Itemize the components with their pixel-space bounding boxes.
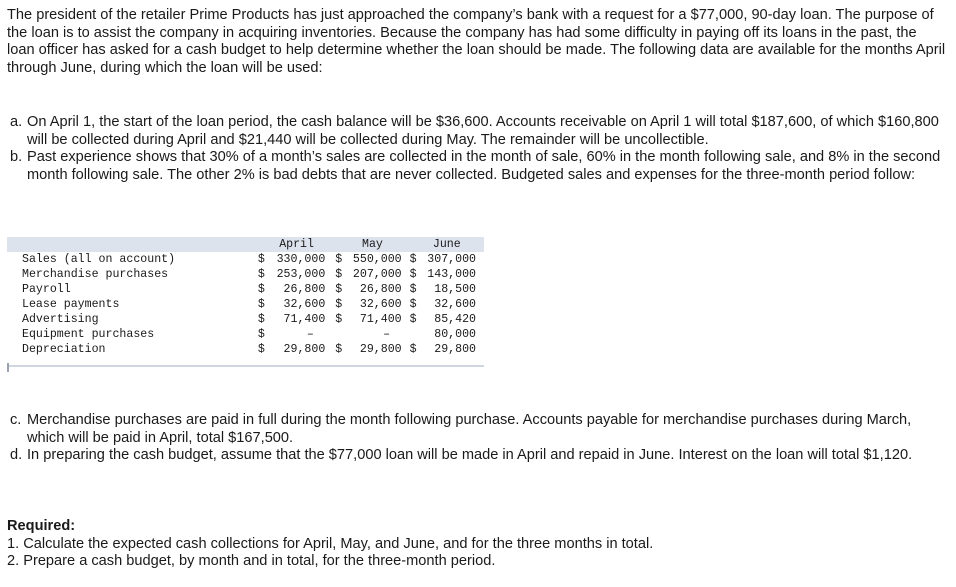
currency-symbol: $ xyxy=(257,268,265,281)
cell-value: 29,800 xyxy=(283,343,326,356)
cell-april xyxy=(258,342,335,357)
cell-april xyxy=(258,252,335,267)
cell-april xyxy=(258,267,335,282)
cell-april xyxy=(258,297,335,312)
row-label: Merchandise purchases xyxy=(22,268,169,281)
cell-june xyxy=(410,297,484,312)
cell-value: – xyxy=(306,328,314,341)
header-june: June xyxy=(432,238,461,251)
cell-june xyxy=(410,342,484,357)
fact-marker: b. xyxy=(10,149,23,166)
cell-june xyxy=(410,282,484,297)
fact-item-d xyxy=(10,447,950,465)
cell-value: 85,420 xyxy=(434,313,476,326)
facts-list-cd xyxy=(10,412,950,465)
table-row xyxy=(7,342,484,357)
header-blank xyxy=(7,237,258,252)
fact-item-c xyxy=(10,412,950,447)
required-section xyxy=(7,518,947,571)
cell-may xyxy=(335,327,409,342)
table-row xyxy=(7,297,484,312)
currency-symbol: $ xyxy=(409,283,417,296)
cell-april xyxy=(258,282,335,297)
table-row xyxy=(7,267,484,282)
cell-june xyxy=(410,252,484,267)
row-label: Equipment purchases xyxy=(22,328,155,341)
required-title: Required: xyxy=(7,518,76,534)
row-label: Advertising xyxy=(22,313,99,326)
currency-symbol: $ xyxy=(409,253,417,266)
row-label: Payroll xyxy=(22,283,71,296)
cell-value: 80,000 xyxy=(434,328,476,341)
cell-value: 29,800 xyxy=(359,343,402,356)
currency-symbol: $ xyxy=(409,298,417,311)
cell-may xyxy=(335,297,409,312)
budget-table-container xyxy=(7,237,484,372)
table-row xyxy=(7,252,484,267)
currency-symbol: $ xyxy=(335,343,343,356)
cell-value: 29,800 xyxy=(434,343,476,356)
table-row xyxy=(7,282,484,297)
currency-symbol: $ xyxy=(409,313,417,326)
cell-value: 71,400 xyxy=(283,313,326,326)
cell-value: – xyxy=(383,328,391,341)
table-bottom-rule xyxy=(7,365,484,367)
row-label: Lease payments xyxy=(22,298,120,311)
facts-list-ab xyxy=(10,114,950,184)
intro-paragraph: The president of the retailer Prime Products has just approached the company’s bank with a request for a $77,000, 90-day loan. The purpose of the loan is to assist the company in acquiring inventories. Because the company has had some difficulty in paying off its loans in the past, the loan officer has asked for a cash budget to help determine whether the loan should be made. The following data are available for the months April through June, during which the loan will be used: xyxy=(7,7,946,76)
cell-may xyxy=(335,252,409,267)
cell-value: 32,600 xyxy=(359,298,402,311)
fact-text: Past experience shows that 30% of a month’s sales are collected in the month of sale, 60% in the month following sale, and 8% in the second month following sale. The other 2% is bad debts that are never collected. Budgeted sales and expenses for the three-month period follow: xyxy=(27,149,941,183)
header-april: April xyxy=(279,238,314,251)
currency-symbol: $ xyxy=(257,343,265,356)
currency-symbol: $ xyxy=(335,283,343,296)
currency-symbol: $ xyxy=(335,253,343,266)
currency-symbol: $ xyxy=(257,298,265,311)
cell-value: 307,000 xyxy=(427,253,476,266)
fact-marker: c. xyxy=(10,412,22,428)
cell-value: 32,600 xyxy=(434,298,476,311)
cell-value: 207,000 xyxy=(352,268,402,281)
cell-may xyxy=(335,312,409,327)
currency-symbol: $ xyxy=(257,313,265,326)
cell-value: 26,800 xyxy=(283,283,326,296)
cell-value: 71,400 xyxy=(359,313,402,326)
currency-symbol: $ xyxy=(409,268,417,281)
currency-symbol: $ xyxy=(257,283,265,296)
cell-may xyxy=(335,282,409,297)
cell-june xyxy=(410,312,484,327)
cell-value: 550,000 xyxy=(352,253,402,266)
currency-symbol: $ xyxy=(257,328,265,341)
budget-table xyxy=(7,237,484,357)
table-row xyxy=(7,327,484,342)
table-header-row xyxy=(7,237,484,252)
currency-symbol: $ xyxy=(257,253,265,266)
cell-april xyxy=(258,312,335,327)
required-item-1: 1. Calculate the expected cash collections for April, May, and June, and for the three months in total. xyxy=(7,535,654,552)
row-label: Depreciation xyxy=(22,343,106,356)
cell-value: 18,500 xyxy=(434,283,476,296)
fact-text: In preparing the cash budget, assume that the $77,000 loan will be made in April and repaid in June. Interest on the loan will total $1,120. xyxy=(27,447,913,464)
cell-june xyxy=(410,267,484,282)
currency-symbol: $ xyxy=(335,298,343,311)
required-item-2: 2. Prepare a cash budget, by month and in total, for the three-month period. xyxy=(7,553,496,570)
cell-value: 32,600 xyxy=(283,298,326,311)
currency-symbol: $ xyxy=(409,343,417,356)
row-label: Sales (all on account) xyxy=(22,253,176,266)
cell-value: 143,000 xyxy=(427,268,476,281)
cell-may xyxy=(335,342,409,357)
cell-april xyxy=(258,327,335,342)
fact-marker: d. xyxy=(10,447,23,464)
cell-value: 253,000 xyxy=(276,268,326,281)
cell-may xyxy=(335,267,409,282)
cell-value: 26,800 xyxy=(359,283,402,296)
fact-item-b xyxy=(10,149,950,184)
fact-item-a xyxy=(10,114,950,149)
currency-symbol: $ xyxy=(335,268,343,281)
table-row xyxy=(7,312,484,327)
cell-value: 330,000 xyxy=(276,253,326,266)
cell-june xyxy=(410,327,484,342)
fact-text: Merchandise purchases are paid in full during the month following purchase. Accounts payable for merchandise purchases during March, which will be paid in April, total $167,500. xyxy=(27,412,912,446)
header-may: May xyxy=(362,238,383,251)
currency-symbol: $ xyxy=(335,313,343,326)
fact-marker: a. xyxy=(10,114,23,130)
table-left-tick xyxy=(7,363,9,372)
fact-text: On April 1, the start of the loan period, the cash balance will be $36,600. Accounts receivable on April 1 will total $187,600, of which $160,800 will be collected during April and $21,440 will be collected during May. The remainder will be uncollectible. xyxy=(27,114,939,148)
